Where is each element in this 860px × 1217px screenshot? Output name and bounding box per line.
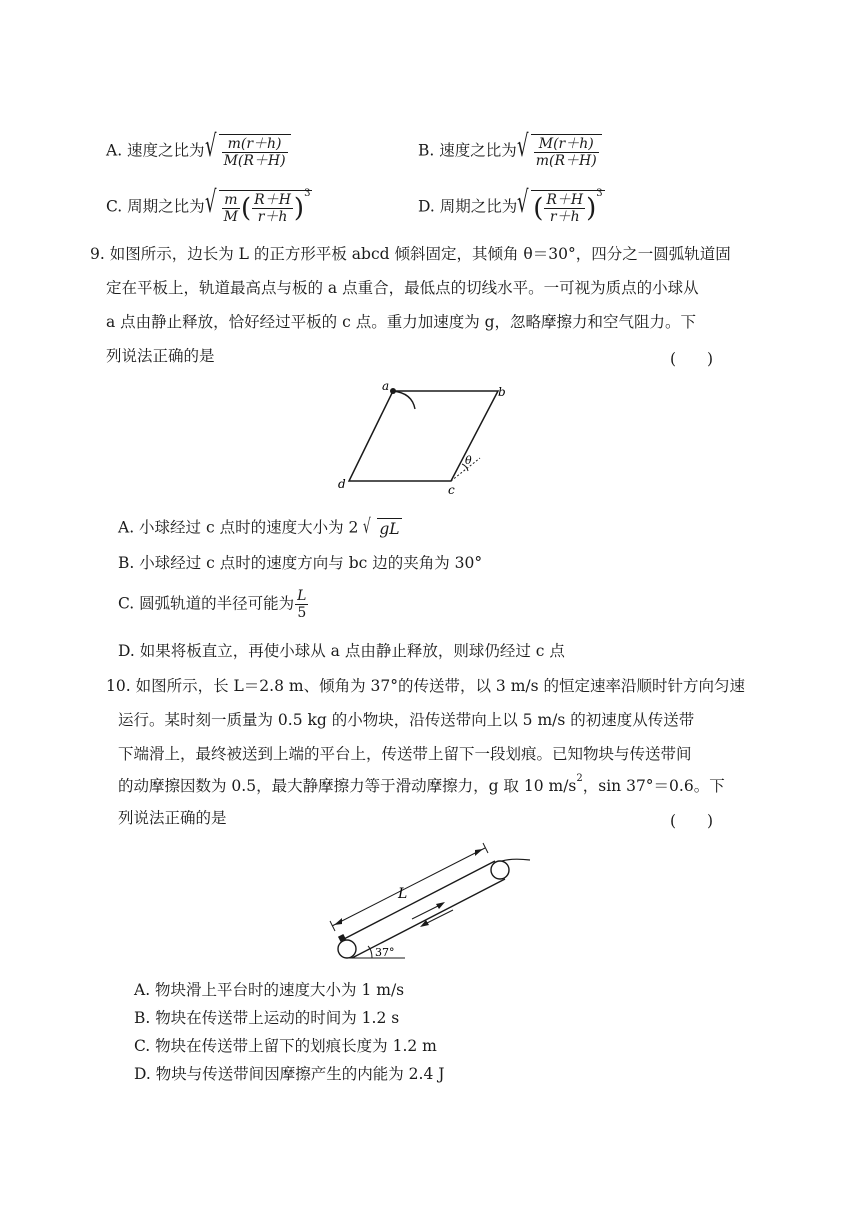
q10-stem-line2: 运行。某时刻一质量为 0.5 kg 的小物块，沿传送带向上以 5 m/s 的初速度从传送带 xyxy=(118,711,695,729)
q8-option-a: A. 速度之比为 √ $\frac{m(r+h)}{M(R+H)}$ xyxy=(106,134,291,169)
length-dimension-line xyxy=(332,848,485,926)
sqrt-expression: √ gL xyxy=(363,514,400,538)
label-b: b xyxy=(498,385,506,399)
q9-option-a: A. 小球经过 c 点时的速度大小为 2 √ gL xyxy=(118,514,400,538)
sqrt-expression: √ ( $\frac{R+H}{r+h}$ )$^3$ xyxy=(517,185,603,226)
q10-stem-line4: 的动摩擦因数为 0.5，最大静摩擦力等于滑动摩擦力，g 取 10 $m/s^2$，sin 37°＝0.6。下 xyxy=(118,773,725,795)
label-theta: θ xyxy=(465,454,472,467)
dimension-tick-low xyxy=(330,921,335,931)
label-d: d xyxy=(338,477,346,491)
dimension-arrow-high xyxy=(475,849,483,856)
q8-option-b: B. 速度之比为 √ $\frac{M(r+h)}{m(R+H)}$ xyxy=(418,134,602,169)
q10-stem-line5: 列说法正确的是 xyxy=(118,809,227,827)
label-angle: 37° xyxy=(375,946,395,959)
q9-option-d: D. 如果将板直立，再使小球从 a 点由静止释放，则球仍经过 c 点 xyxy=(118,642,565,660)
dimension-tick-high xyxy=(483,843,488,853)
q8-option-d: D. 周期之比为 √ ( $\frac{R+H}{r+h}$ )$^3$ xyxy=(418,185,603,226)
q9-option-b: B. 小球经过 c 点时的速度方向与 bc 边的夹角为 30° xyxy=(118,554,483,572)
bottom-roller xyxy=(338,940,356,958)
q9-stem-line3: a 点由静止释放，恰好经过平板的 c 点。重力加速度为 g，忽略摩擦力和空气阻力。下 xyxy=(106,313,697,331)
q10-option-c: C. 物块在传送带上留下的划痕长度为 1.2 m xyxy=(134,1037,437,1055)
q10-stem-line1: 10. 如图所示，长 L＝2.8 m、倾角为 37°的传送带，以 3 m/s 的恒定速率沿顺时针方向匀速 xyxy=(106,677,745,695)
q10-option-b: B. 物块在传送带上运动的时间为 1.2 s xyxy=(134,1009,400,1027)
label-c: c xyxy=(448,483,455,497)
sqrt-expression: √ $\frac{M(r+h)}{m(R+H)}$ xyxy=(517,134,602,169)
top-roller xyxy=(491,861,509,879)
q10-option-d: D. 物块与传送带间因摩擦产生的内能为 2.4 J xyxy=(134,1065,445,1083)
q9-option-c: C. 圆弧轨道的半径可能为 $\frac{L}{5}$ xyxy=(118,588,307,622)
q9-stem-line2: 定在平板上，轨道最高点与板的 a 点重合，最低点的切线水平。一可视为质点的小球从 xyxy=(106,279,699,297)
sqrt-expression: √ $\frac{m}{M}$ ( $\frac{R+H}{r+h}$ )$^3$ xyxy=(204,185,311,226)
q10-answer-bracket: ( ) xyxy=(670,812,714,830)
q9-answer-bracket: ( ) xyxy=(670,350,714,368)
belt-upper-edge xyxy=(342,861,495,940)
arrow-head-up xyxy=(436,902,445,909)
arc-track xyxy=(393,391,415,409)
q10-option-a: A. 物块滑上平台时的速度大小为 1 m/s xyxy=(134,981,405,999)
label-L: L xyxy=(398,886,408,902)
platform xyxy=(502,859,530,861)
sqrt-expression: √ $\frac{m(r+h)}{M(R+H)}$ xyxy=(205,134,291,169)
q10-stem-line3: 下端滑上，最终被送到上端的平台上，传送带上留下一段划痕。已知物块与传送带间 xyxy=(118,745,692,763)
plate-outline xyxy=(349,391,498,481)
dimension-arrow-low xyxy=(334,918,342,925)
q9-stem-line1: 9. 如图所示，边长为 L 的正方形平板 abcd 倾斜固定，其倾角 θ＝30°，四分之一圆弧轨道固 xyxy=(90,245,731,263)
q9-stem-line4: 列说法正确的是 xyxy=(106,347,215,365)
q8-option-c: C. 周期之比为 √ $\frac{m}{M}$ ( $\frac{R+H}{r+h}$ )$^3$ xyxy=(106,185,311,226)
q10-conveyor-belt-figure xyxy=(320,836,540,966)
label-a: a xyxy=(382,379,390,393)
q9-square-plate-figure xyxy=(330,378,520,498)
